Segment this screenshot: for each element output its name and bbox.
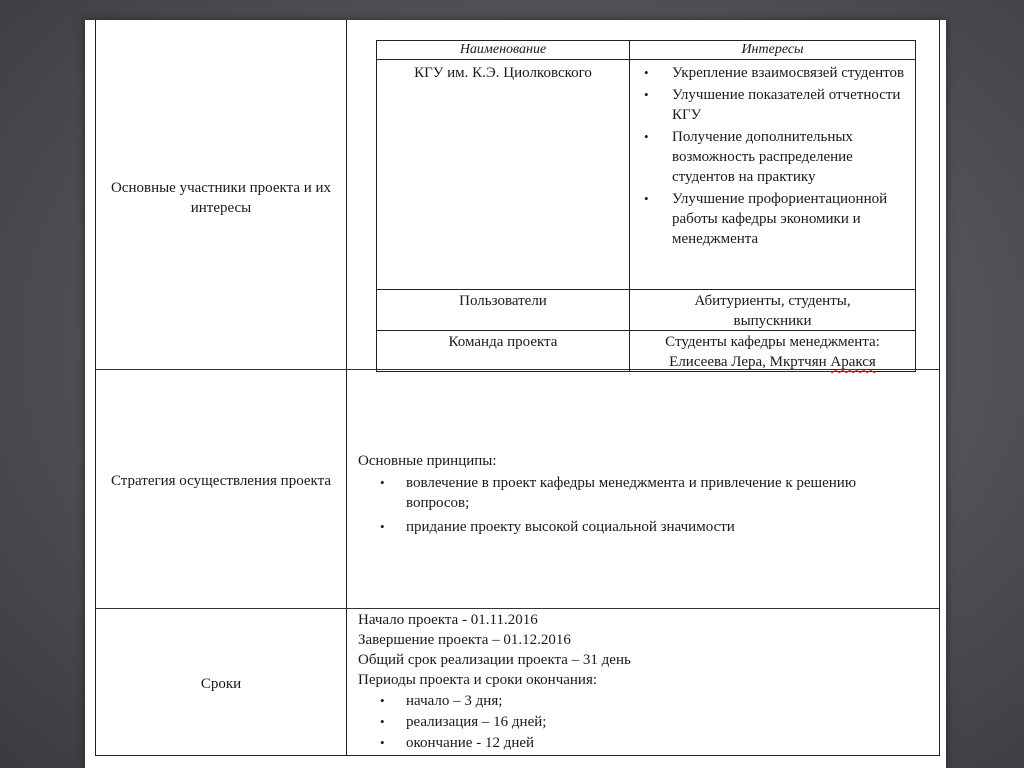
inner-row-divider-1 — [377, 289, 915, 290]
bullet-icon: • — [644, 65, 649, 80]
periods-line: Периоды проекта и сроки окончания: — [358, 672, 598, 688]
participants-table — [376, 40, 916, 372]
row-label-participants: Основные участники проекта и их интересы — [110, 180, 332, 216]
list-item: • Получение дополнительных возможность распределение студентов на практику — [644, 129, 853, 185]
bullet-icon: • — [380, 475, 385, 490]
row-label-timeline: Сроки — [200, 676, 242, 692]
list-item: • Улучшение показателей отчетности КГУ — [644, 87, 901, 123]
team-members: Студенты кафедры менеджмента: Елисеева Лера, Мкртчян Аракся — [665, 334, 880, 370]
bullet-icon: • — [380, 519, 385, 534]
periods-list — [358, 691, 918, 753]
column-divider — [346, 20, 347, 755]
bullet-icon: • — [380, 735, 385, 750]
bullet-icon: • — [380, 714, 385, 729]
row-divider-2 — [96, 608, 939, 609]
list-item: • окончание - 12 дней — [380, 735, 535, 751]
strategy-title: Основные принципы: — [358, 453, 497, 469]
list-item: • вовлечение в проект кафедры менеджмента и привлечение к решению вопросов; — [380, 475, 857, 511]
university-name: КГУ им. К.Э. Циолковского — [414, 65, 592, 81]
list-item: • Улучшение профориентационной работы кафедры экономики и менеджмента — [644, 191, 888, 247]
end-line: Завершение проекта – 01.12.2016 — [358, 632, 571, 648]
bullet-icon: • — [644, 129, 649, 144]
list-item: • Укрепление взаимосвязей студентов — [644, 65, 905, 81]
strategy-content — [358, 451, 898, 537]
main-table — [95, 20, 940, 756]
start-line: Начало проекта - 01.11.2016 — [358, 612, 538, 628]
users-name: Пользователи — [459, 293, 547, 309]
document-page — [85, 20, 946, 768]
strategy-list — [358, 473, 898, 537]
duration-line: Общий срок реализации проекта – 31 день — [358, 652, 631, 668]
university-interests-list — [630, 63, 915, 251]
list-item: • придание проекту высокой социальной значимости — [380, 519, 735, 535]
list-item: • реализация – 16 дней; — [380, 714, 547, 730]
users-interests: Абитуриенты, студенты, выпускники — [694, 293, 851, 329]
header-interests: Интересы — [741, 42, 804, 57]
spellcheck-underlined-word: Аракся — [830, 354, 876, 370]
list-item: • начало – 3 дня; — [380, 693, 503, 709]
bullet-icon: • — [644, 87, 649, 102]
header-name: Наименование — [459, 42, 547, 57]
inner-header-divider — [377, 59, 915, 60]
bullet-icon: • — [644, 191, 649, 206]
bullet-icon: • — [380, 693, 385, 708]
timeline-content — [358, 610, 918, 753]
row-label-strategy: Стратегия осуществления проекта — [110, 473, 332, 489]
team-name: Команда проекта — [448, 334, 558, 350]
